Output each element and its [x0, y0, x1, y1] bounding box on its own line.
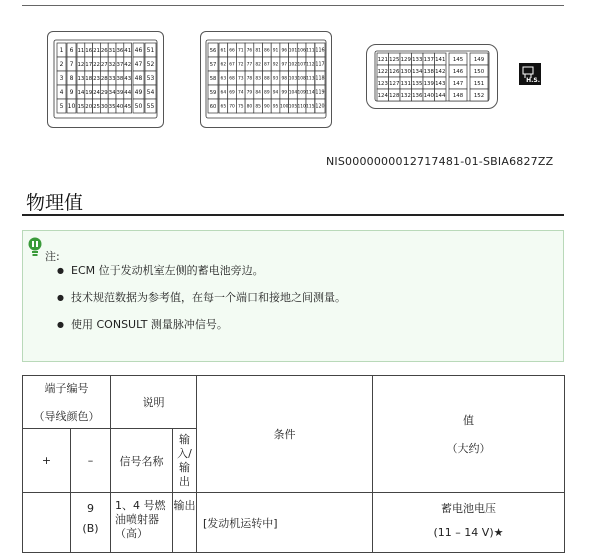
row-condition: [发动机运转中] [197, 493, 373, 553]
description-header: 说明 [111, 376, 197, 429]
pin-label: 125 [389, 56, 400, 63]
pin-label: 85 [255, 104, 261, 110]
pin-label: 45 [124, 103, 132, 110]
pin-label: 35 [108, 103, 116, 110]
pin-label: 95 [272, 104, 279, 110]
connector-2-pins [201, 32, 331, 127]
pin-label: 27 [100, 61, 108, 68]
pin-label: 74 [237, 90, 244, 96]
pin-label: 44 [124, 89, 132, 96]
pin-label: 15 [77, 103, 85, 110]
pin-label: 60 [209, 103, 217, 110]
title-rule [22, 214, 564, 216]
pin-label: 132 [400, 92, 411, 99]
plus-header: + [23, 429, 71, 493]
pin-label: 103 [288, 76, 298, 82]
pin-label: 5 [59, 103, 64, 111]
pin-label: 40 [116, 103, 124, 110]
pin-label: 25 [93, 103, 100, 110]
pin-label: 119 [315, 90, 325, 96]
pin-label: 96 [281, 48, 288, 54]
pin-label: 70 [229, 104, 235, 110]
pin-label: 150 [473, 68, 485, 75]
pin-label: 76 [246, 48, 253, 54]
pin-label: 128 [389, 92, 400, 99]
pin-label: 4 [59, 89, 64, 97]
pin-label: 109 [297, 90, 306, 96]
pin-label: 55 [146, 103, 155, 111]
pin-label: 3 [59, 75, 64, 83]
note-item: ● 使用 CONSULT 测量脉冲信号。 [33, 318, 543, 331]
pin-label: 99 [281, 90, 288, 96]
pin-label: 86 [264, 48, 270, 54]
pin-label: 90 [264, 104, 270, 110]
row-signal: 1、4 号燃油喷射器（高） [111, 493, 173, 553]
pin-label: 144 [435, 92, 446, 99]
pin-label: 98 [281, 76, 288, 82]
pin-label: 39 [116, 89, 124, 96]
signal-name-header: 信号名称 [111, 429, 173, 493]
pin-label: 91 [272, 48, 279, 54]
wire-color-header: （导线颜色） [33, 410, 100, 423]
terminal-number-header: 端子编号 [44, 382, 89, 395]
pin-label: 65 [220, 104, 227, 110]
pin-label: 16 [85, 47, 93, 54]
pin-label: 36 [116, 47, 124, 54]
pin-label: 136 [412, 92, 423, 99]
pin-label: 13 [77, 75, 85, 82]
pin-label: 50 [134, 103, 143, 111]
pin-label: 68 [229, 76, 235, 82]
pin-label: 78 [246, 76, 253, 82]
pin-label: 20 [85, 103, 93, 110]
pin-label: 63 [220, 76, 227, 82]
pin-label: 110 [297, 104, 306, 110]
pin-label: 116 [315, 48, 325, 54]
harness-side-icon [519, 63, 541, 85]
pin-label: 120 [315, 104, 325, 110]
pin-label: 48 [134, 75, 143, 83]
pin-label: 123 [377, 80, 388, 87]
figure-reference: NIS0000000012717481-01-SBIA6827ZZ [326, 155, 554, 168]
pin-label: 10 [67, 103, 76, 111]
pin-label: 129 [400, 56, 411, 63]
pin-label: 7 [69, 61, 74, 69]
pin-label: 87 [264, 62, 270, 68]
row-minus-color: (B) [82, 522, 99, 535]
pin-label: 54 [146, 89, 155, 97]
pin-label: 22 [93, 61, 100, 68]
pin-label: 56 [209, 47, 217, 54]
value-header-cell [373, 376, 565, 493]
pin-label: 23 [93, 75, 100, 82]
pin-label: 9 [69, 89, 74, 97]
pin-label: 33 [108, 75, 116, 82]
pin-label: 24 [93, 89, 100, 96]
pin-label: 139 [423, 80, 434, 87]
pin-label: 11 [77, 47, 85, 54]
pin-label: 17 [85, 61, 93, 68]
pin-label: 83 [255, 76, 261, 82]
pin-label: 118 [315, 76, 325, 82]
pin-label: 52 [146, 61, 155, 69]
row-value-line1: 蓄电池电压 [441, 502, 496, 515]
pin-label: 93 [272, 76, 279, 82]
value-header: 值 [463, 414, 474, 427]
pin-label: 28 [100, 75, 108, 82]
pin-label: 38 [116, 75, 124, 82]
pin-label: 151 [473, 80, 485, 87]
pin-label: 71 [237, 48, 244, 54]
pin-label: 29 [100, 89, 108, 96]
pin-label: 133 [412, 56, 423, 63]
pin-label: 135 [412, 80, 423, 87]
note-label: 注: [45, 250, 60, 263]
pin-label: 127 [389, 80, 400, 87]
pin-label: 72 [237, 62, 244, 68]
pin-label: 67 [229, 62, 235, 68]
pin-label: 106 [297, 48, 306, 54]
pin-label: 146 [452, 68, 464, 75]
pin-label: 58 [209, 75, 217, 82]
note-item: ● ECM 位于发动机室左侧的蓄电池旁边。 [33, 264, 543, 277]
note-list [33, 264, 543, 345]
pin-label: 42 [124, 61, 132, 68]
pin-label: 51 [146, 47, 155, 55]
top-rule [22, 5, 564, 6]
pin-label: 6 [69, 47, 74, 55]
value-approx-header: （大约） [446, 442, 491, 455]
pin-label: 142 [435, 68, 446, 75]
pin-label: 26 [100, 47, 108, 54]
pin-label: 30 [100, 103, 108, 110]
note-item: ● 技术规范数据为参考值，在每一个端口和接地之间测量。 [33, 291, 543, 304]
terminal-header-cell [23, 376, 111, 429]
pin-label: 122 [377, 68, 388, 75]
pin-label: 124 [377, 92, 388, 99]
pin-label: 81 [255, 48, 261, 54]
pin-label: 12 [77, 61, 85, 68]
pin-label: 100 [280, 104, 289, 110]
lightbulb-icon [27, 236, 43, 258]
row-value [373, 493, 565, 553]
pin-label: 143 [435, 80, 446, 87]
pin-label: 94 [272, 90, 279, 96]
pin-label: 79 [246, 90, 253, 96]
pin-label: 92 [272, 62, 279, 68]
pin-label: 104 [288, 90, 298, 96]
pin-label: 62 [220, 62, 227, 68]
pin-label: 97 [281, 62, 288, 68]
row-plus [23, 493, 71, 553]
pin-label: 148 [452, 92, 464, 99]
pin-label: 130 [400, 68, 411, 75]
pin-label: 121 [377, 56, 388, 63]
pin-label: 37 [116, 61, 124, 68]
pin-label: 61 [220, 48, 227, 54]
pin-label: 57 [209, 61, 217, 68]
pin-label: 14 [77, 89, 85, 96]
pin-label: 113 [306, 76, 315, 82]
harness-side-label: H.S. [526, 77, 540, 84]
pin-label: 77 [246, 62, 253, 68]
pin-label: 21 [93, 47, 100, 54]
pin-label: 69 [229, 90, 235, 96]
pin-label: 115 [306, 104, 315, 110]
pin-label: 111 [306, 48, 315, 54]
pin-label: 46 [134, 47, 143, 55]
connector-1-pins [48, 32, 163, 127]
pin-label: 145 [452, 56, 464, 63]
pin-label: 152 [473, 92, 485, 99]
pin-label: 112 [306, 62, 315, 68]
row-minus [71, 493, 111, 553]
pin-label: 43 [124, 75, 132, 82]
pin-label: 114 [306, 90, 315, 96]
pin-label: 31 [108, 47, 116, 54]
pin-label: 80 [246, 104, 253, 110]
row-minus-number: 9 [87, 502, 94, 515]
pin-label: 64 [220, 90, 227, 96]
row-io: 输出 [173, 493, 197, 553]
connector-1-diagram [47, 31, 164, 128]
pin-label: 105 [288, 104, 298, 110]
pin-label: 149 [473, 56, 485, 63]
row-value-line2: (11 – 14 V)★ [433, 526, 504, 539]
connector-2-diagram [200, 31, 332, 128]
pin-label: 101 [288, 48, 298, 54]
note-box [22, 230, 564, 362]
section-title: 物理值 [26, 192, 84, 214]
pin-label: 107 [297, 62, 306, 68]
pin-label: 53 [146, 75, 155, 83]
io-header: 输入/输出 [173, 429, 197, 493]
pin-label: 126 [389, 68, 400, 75]
pin-label: 89 [264, 90, 270, 96]
pin-label: 140 [423, 92, 434, 99]
pin-label: 66 [229, 48, 235, 54]
pin-label: 19 [85, 89, 93, 96]
pin-label: 8 [69, 75, 74, 83]
pin-label: 147 [452, 80, 464, 87]
pin-label: 75 [237, 104, 244, 110]
pin-label: 2 [59, 61, 64, 69]
pin-label: 137 [423, 56, 434, 63]
pin-label: 41 [124, 47, 132, 54]
pin-label: 138 [423, 68, 434, 75]
pin-label: 131 [400, 80, 411, 87]
pin-label: 88 [264, 76, 270, 82]
pin-label: 102 [288, 62, 298, 68]
pin-label: 141 [435, 56, 446, 63]
pin-label: 108 [297, 76, 306, 82]
pin-label: 1 [59, 47, 64, 55]
pin-label: 34 [108, 89, 116, 96]
minus-header: – [71, 429, 111, 493]
condition-header: 条件 [197, 376, 373, 493]
connector-3-diagram [366, 44, 498, 109]
pin-label: 59 [209, 89, 217, 96]
pin-label: 32 [108, 61, 116, 68]
pin-label: 134 [412, 68, 423, 75]
pin-label: 47 [134, 61, 143, 69]
terminal-spec-table [22, 375, 565, 553]
pin-label: 73 [237, 76, 244, 82]
pin-label: 82 [255, 62, 261, 68]
pin-label: 117 [315, 62, 325, 68]
pin-label: 49 [134, 89, 143, 97]
pin-label: 84 [255, 90, 261, 96]
pin-label: 18 [85, 75, 93, 82]
connector-3-pins [367, 45, 497, 108]
